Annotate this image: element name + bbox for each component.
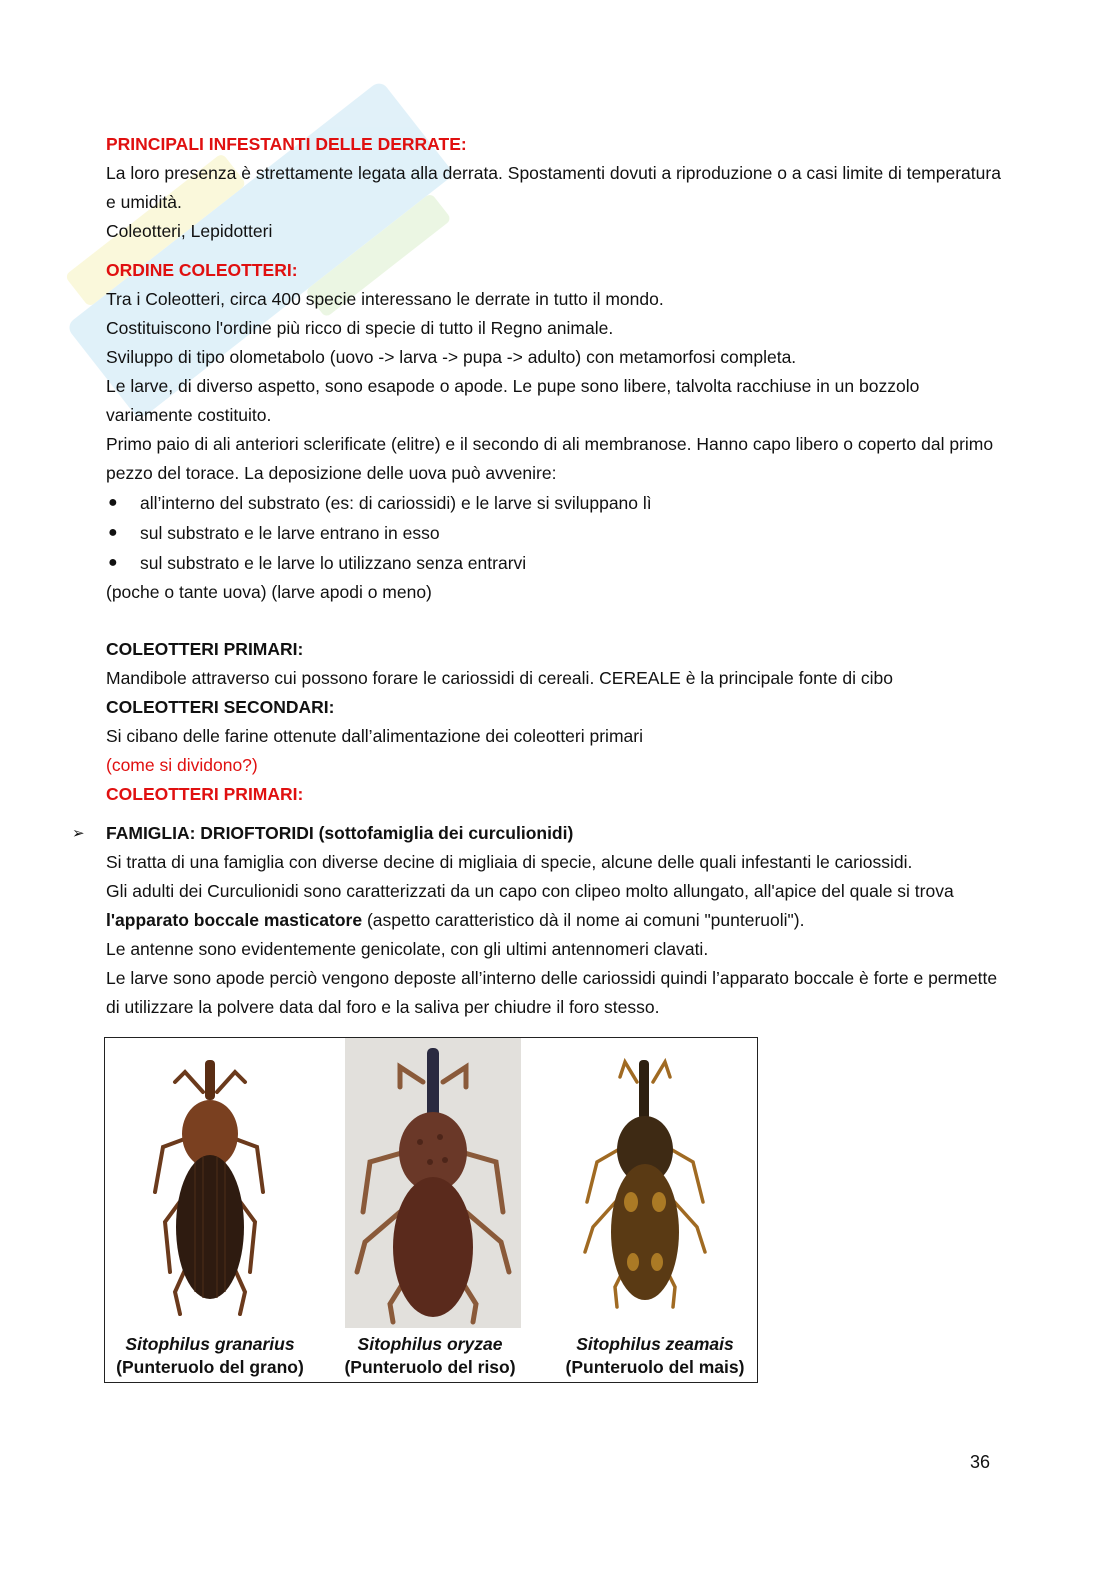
bullet-icon: ● (108, 524, 118, 541)
family-section (72, 819, 1006, 1022)
list-item: ● sul substrato e le larve lo utilizzano senza entrarvi (106, 548, 1006, 578)
arrow-bullet-icon: ➢ (72, 825, 85, 842)
note-question: (come si dividono?) (106, 755, 258, 775)
weevil-figure (104, 1037, 758, 1383)
paragraph: La loro presenza è strettamente legata alla derrata. Spostamenti dovuti a riproduzione o a casi limite di temperatura e umidità. (106, 163, 1001, 212)
bullet-icon: ● (108, 494, 118, 511)
deposition-list (106, 488, 1006, 578)
heading-coleotteri-primari: COLEOTTERI PRIMARI: (106, 639, 304, 659)
paragraph: Sviluppo di tipo olometabolo (uovo -> larva -> pupa -> adulto) con metamorfosi completa. (106, 347, 797, 367)
list-item: ● all’interno del substrato (es: di cariossidi) e le larve si sviluppano lì (106, 488, 1006, 518)
caption-zeamais: Sitophilus zeamais (Punteruolo del mais) (565, 1334, 745, 1377)
family-title: FAMIGLIA: DRIOFTORIDI (sottofamiglia dei curculionidi) (106, 823, 574, 843)
heading-principali-infestanti: PRINCIPALI INFESTANTI DELLE DERRATE: (106, 134, 467, 154)
paragraph: Si cibano delle farine ottenute dall’alimentazione dei coleotteri primari (106, 726, 643, 746)
list-item: ● sul substrato e le larve entrano in esso (106, 518, 1006, 548)
weevil-zeamais-image (575, 1052, 715, 1322)
bullet-icon: ● (108, 554, 118, 571)
paragraph: (poche o tante uova) (larve apodi o meno) (106, 582, 432, 602)
heading-ordine-coleotteri: ORDINE COLEOTTERI: (106, 260, 298, 280)
caption-granarius: Sitophilus granarius (Punteruolo del grano) (116, 1334, 304, 1377)
page-number: 36 (970, 1452, 991, 1472)
paragraph: Costituiscono l'ordine più ricco di specie di tutto il Regno animale. (106, 318, 614, 338)
paragraph: Mandibole attraverso cui possono forare le cariossidi di cereali. CEREALE è la principale fonte di cibo (106, 668, 893, 688)
paragraph: Le antenne sono evidentemente genicolate, con gli ultimi antennomeri clavati. (106, 939, 709, 959)
weevil-oryzae-image (345, 1042, 521, 1328)
heading-coleotteri-secondari: COLEOTTERI SECONDARI: (106, 697, 335, 717)
paragraph: Le larve, di diverso aspetto, sono esapode o apode. Le pupe sono libere, talvolta racchiuse in un bozzolo variamente costituito. (106, 376, 920, 425)
paragraph: Coleotteri, Lepidotteri (106, 221, 273, 241)
paragraph: Si tratta di una famiglia con diverse decine di migliaia di specie, alcune delle quali infestanti le cariossidi. (106, 852, 913, 872)
caption-oryzae: Sitophilus oryzae (Punteruolo del riso) (344, 1334, 516, 1377)
paragraph: Le larve sono apode perciò vengono deposte all’interno delle cariossidi quindi l’apparato boccale è forte e permette di utilizzare la polvere data dal foro e la saliva per chiudre il foro stesso. (106, 968, 998, 1017)
weevil-granarius-image (145, 1052, 275, 1322)
paragraph: Gli adulti dei Curculionidi sono caratterizzati da un capo con clipeo molto allungato, all'apice del quale si trova l'apparato boccale masticatore (aspetto caratteristico dà il nome ai comuni "punteruoli"). (106, 881, 954, 930)
heading-coleotteri-primari-2: COLEOTTERI PRIMARI: (106, 784, 304, 804)
page-content (72, 130, 1006, 1022)
paragraph: Primo paio di ali anteriori sclerificate (elitre) e il secondo di ali membranose. Hanno capo libero o coperto dal primo pezzo del torace. La deposizione delle uova può avvenire: (106, 434, 994, 483)
paragraph: Tra i Coleotteri, circa 400 specie interessano le derrate in tutto il mondo. (106, 289, 664, 309)
